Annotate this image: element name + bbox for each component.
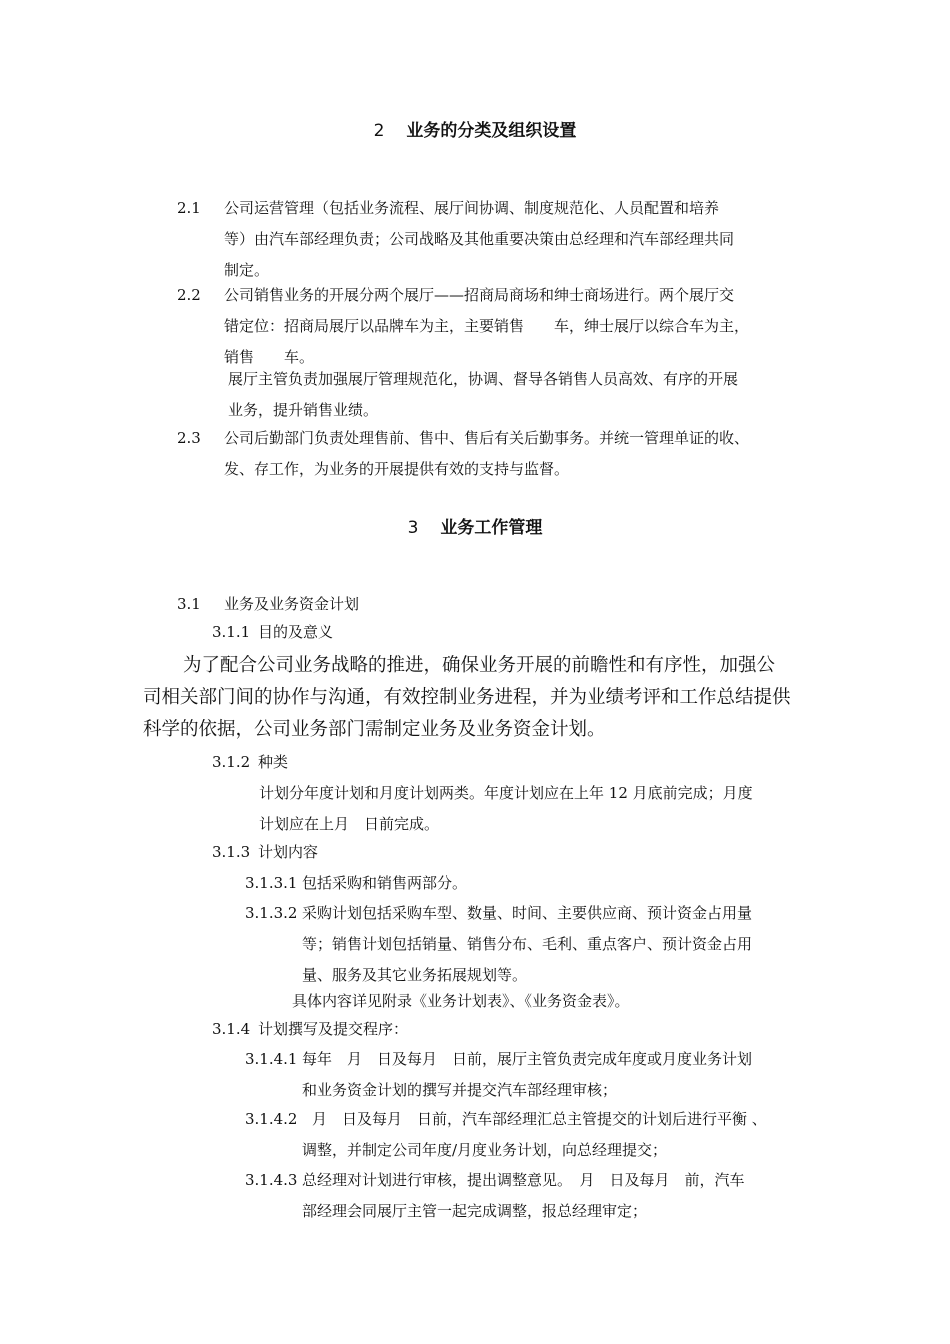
item-2-2-number: 2.2 [177,286,201,304]
text-line: 量、服务及其它业务拓展规划等。 [302,966,528,984]
text-line: 总经理对计划进行审核，提出调整意见。 月 日及每月 前，汽车 [302,1171,745,1189]
text-line: 错定位：招商局展厅以品牌车为主，主要销售 车，绅士展厅以综合车为主， [224,317,750,335]
text-line: 为了配合公司业务战略的推进，确保业务开展的前瞻性和有序性，加强公 [183,655,776,676]
item-3-1-3-number: 3.1.3 [212,843,251,861]
text-line: 公司运营管理（包括业务流程、展厅间协调、制度规范化、人员配置和培养 [224,199,720,217]
text-line: 展厅主管负责加强展厅管理规范化，协调、督导各销售人员高效、有序的开展 [228,370,739,388]
text-line: 等）由汽车部经理负责；公司战略及其他重要决策由总经理和汽车部经理共同 [224,230,735,248]
item-3-1-4-title: 计划撰写及提交程序： [258,1020,409,1038]
text-line: 公司销售业务的开展分两个展厅——招商局商场和绅士商场进行。两个展厅交 [224,286,735,304]
supervisor-paragraph [228,364,828,426]
text-line: 月 日及每月 日前，汽车部经理汇总主管提交的计划后进行平衡 、 [312,1110,767,1128]
text-line: 调整，并制定公司年度/月度业务计划，向总经理提交； [302,1141,668,1159]
item-3-1-4-3-number: 3.1.4.3 [245,1171,298,1189]
item-3-1-4-number: 3.1.4 [212,1020,251,1038]
item-3-1-3-1-text: 包括采购和销售两部分。 [302,874,468,892]
text-line: 和业务资金计划的撰写并提交汽车部经理审核； [302,1081,618,1099]
item-3-1-2-title: 种类 [258,753,289,771]
section-2-heading [0,116,950,141]
item-2-1-number: 2.1 [177,199,201,217]
text-line: 等；销售计划包括销量、销售分布、毛利、重点客户、预计资金占用 [302,935,753,953]
item-3-1-1-title: 目的及意义 [258,623,334,641]
item-3-1-3-title: 计划内容 [258,843,319,861]
appendix-note: 具体内容详见附录《业务计划表》、《业务资金表》。 [292,992,630,1010]
text-line: 发、存工作，为业务的开展提供有效的支持与监督。 [224,460,570,478]
text-line: 科学的依据，公司业务部门需制定业务及业务资金计划。 [143,719,606,740]
item-2-2-text [224,280,834,373]
text-line: 制定。 [224,261,270,279]
item-3-1-3-2-text [302,898,832,991]
section-2-number: 2 [373,121,385,141]
item-3-1-2-number: 3.1.2 [212,753,251,771]
text-line: 销售 车。 [224,348,315,366]
text-line: 部经理会同展厅主管一起完成调整，报总经理审定； [302,1202,648,1220]
section-3-number: 3 [407,518,419,538]
item-3-1-3-2-number: 3.1.3.2 [245,904,298,922]
item-2-3-number: 2.3 [177,429,201,447]
item-3-1-3-1-number: 3.1.3.1 [245,874,298,892]
text-line: 业务，提升销售业绩。 [228,401,379,419]
purpose-paragraph [143,650,823,746]
item-3-1-4-2-text [302,1104,832,1166]
item-3-1-4-1-text [302,1044,832,1106]
item-3-1-1-number: 3.1.1 [212,623,251,641]
text-line: 每年 月 日及每月 日前，展厅主管负责完成年度或月度业务计划 [302,1050,753,1068]
text-line: 采购计划包括采购车型、数量、时间、主要供应商、预计资金占用量 [302,904,753,922]
item-3-1-number: 3.1 [177,595,201,613]
text-line: 公司后勤部门负责处理售前、售中、售后有关后勤事务。并统一管理单证的收、 [224,429,750,447]
text-line: 计划分年度计划和月度计划两类。年度计划应在上年 12 月底前完成；月度 [259,784,753,802]
text-line: 司相关部门间的协作与沟通，有效控制业务进程，并为业绩考评和工作总结提供 [143,687,791,708]
item-3-1-title: 业务及业务资金计划 [224,595,360,613]
text-line: 计划应在上月 日前完成。 [259,815,440,833]
item-3-1-4-3-text [302,1165,832,1227]
item-2-1-text [224,193,824,286]
section-2-title: 业务的分类及组织设置 [406,121,577,141]
item-2-3-text [224,423,834,485]
section-3-title: 业务工作管理 [440,518,543,538]
section-3-heading [0,513,950,538]
item-3-1-2-text [259,778,829,840]
item-3-1-4-1-number: 3.1.4.1 [245,1050,298,1068]
item-3-1-4-2-number: 3.1.4.2 [245,1110,298,1128]
